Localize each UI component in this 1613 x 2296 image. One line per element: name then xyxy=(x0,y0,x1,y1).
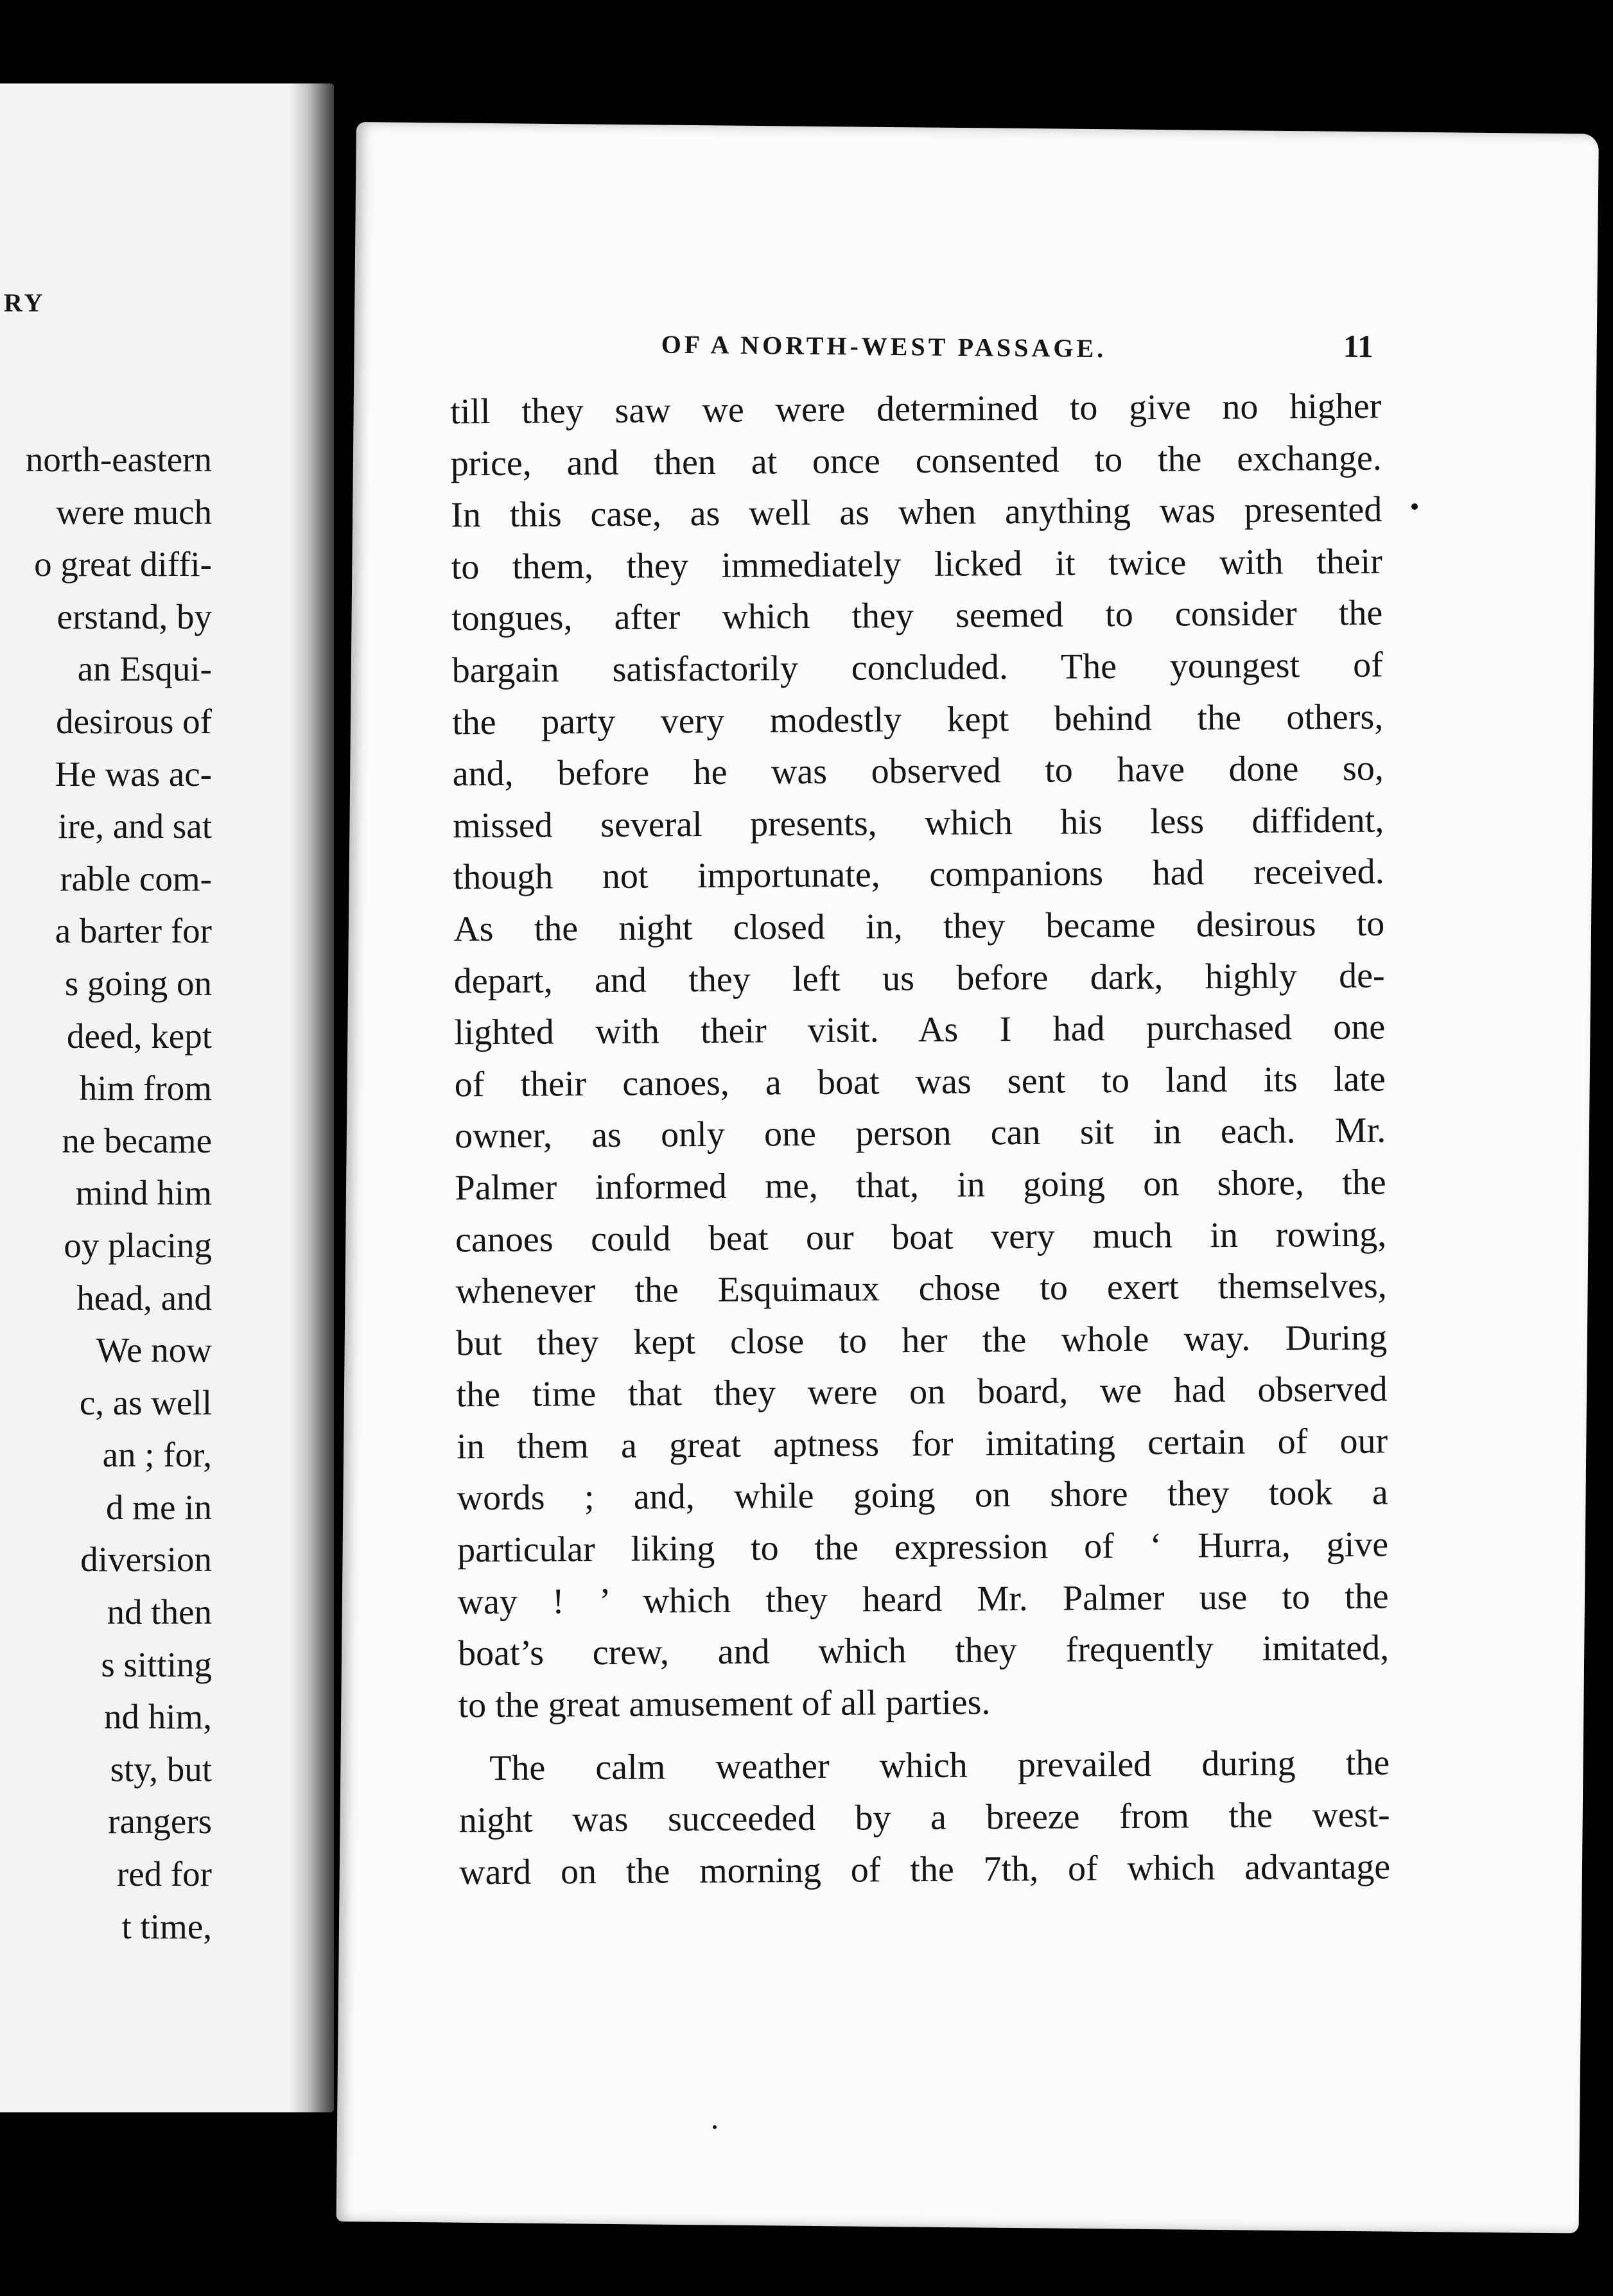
text-line: night was succeeded by a breeze from the west- xyxy=(458,1795,1390,1841)
text-line: bargain satisfactorily concluded. The youngest of xyxy=(451,645,1383,691)
left-line: We now xyxy=(96,1330,212,1370)
book-gutter-shadow xyxy=(289,83,334,2112)
text-line: Palmer informed me, that, in going on shore, the xyxy=(455,1162,1386,1208)
left-line: s going on xyxy=(64,963,212,1003)
text-line: the party very modestly kept behind the others, xyxy=(452,697,1384,742)
text-line: The calm weather which prevailed during the xyxy=(489,1743,1390,1789)
left-line: He was ac- xyxy=(55,754,212,794)
left-line: desirous of xyxy=(56,701,212,741)
text-line: particular liking to the expression of ‘ Hurra, give xyxy=(457,1524,1389,1570)
left-line: ne became xyxy=(62,1120,212,1160)
left-line: o great diffi- xyxy=(34,544,212,584)
text-line: words ; and, while going on shore they took a xyxy=(457,1473,1388,1518)
text-line: till they saw we were determined to give no higher xyxy=(450,386,1382,432)
left-line: c, as well xyxy=(79,1382,212,1422)
text-line: to the great amusement of all parties. xyxy=(458,1682,991,1726)
left-line: s sitting xyxy=(101,1644,212,1684)
text-line: whenever the Esquimaux chose to exert themselves, xyxy=(455,1265,1387,1312)
left-line: rangers xyxy=(108,1802,212,1841)
left-line: mind him xyxy=(75,1173,212,1213)
left-line: an Esqui- xyxy=(77,649,212,689)
left-line: diversion xyxy=(80,1540,212,1579)
left-line: an ; for, xyxy=(102,1435,212,1475)
ink-speck xyxy=(1411,503,1418,510)
text-line: ward on the morning of the 7th, of which advantage xyxy=(459,1847,1391,1893)
text-line: price, and then at once consented to the exchange. xyxy=(450,438,1382,484)
left-line: ire, and sat xyxy=(58,806,212,846)
left-line: rable com- xyxy=(60,858,212,898)
left-line: head, and xyxy=(76,1278,212,1318)
text-line: of their canoes, a boat was sent to land its late xyxy=(454,1059,1386,1105)
left-line: erstand, by xyxy=(57,596,212,636)
text-line: canoes could beat our boat very much in rowing, xyxy=(455,1214,1387,1260)
text-line: In this case, as well as when anything was presented xyxy=(451,489,1382,535)
text-line: though not importunate, companions had received. xyxy=(453,851,1384,898)
left-line: deed, kept xyxy=(66,1016,212,1056)
text-line: the time that they were on board, we had observed xyxy=(456,1369,1388,1415)
text-line: tongues, after which they seemed to consider the xyxy=(451,593,1383,639)
text-line: boat’s crew, and which they frequently imitated, xyxy=(457,1628,1390,1674)
left-line: were much xyxy=(56,492,212,532)
left-line: t time, xyxy=(121,1906,212,1946)
text-line: but they kept close to her the whole way. During xyxy=(455,1318,1388,1364)
text-line: owner, as only one person can sit in each. Mr. xyxy=(455,1110,1386,1156)
page-number: 11 xyxy=(1343,327,1374,365)
right-page xyxy=(336,122,1599,2233)
left-line: nd then xyxy=(107,1592,212,1632)
ink-speck xyxy=(713,2125,717,2129)
left-line: d me in xyxy=(106,1487,212,1527)
text-line: lighted with their visit. As I had purchased one xyxy=(454,1007,1386,1053)
text-line: depart, and they left us before dark, highly de- xyxy=(453,955,1385,1001)
left-line: oy placing xyxy=(64,1225,212,1265)
left-page-header: RY xyxy=(4,288,46,317)
left-line: red for xyxy=(116,1854,212,1894)
running-header: OF A NORTH-WEST PASSAGE. xyxy=(661,329,1107,363)
text-line: As the night closed in, they became desirous to xyxy=(453,903,1385,950)
text-line: and, before he was observed to have done so, xyxy=(452,748,1384,794)
left-line: north-eastern xyxy=(25,440,212,479)
left-line: nd him, xyxy=(103,1697,212,1737)
left-page-text xyxy=(0,433,212,1952)
left-page xyxy=(0,83,334,2112)
left-line: him from xyxy=(79,1068,212,1108)
text-line: missed several presents, which his less diffident, xyxy=(453,800,1384,846)
text-line: to them, they immediately licked it twice with their xyxy=(451,541,1382,587)
text-line: in them a great aptness for imitating certain of our xyxy=(456,1421,1388,1467)
body-text xyxy=(450,381,1390,1899)
left-line: a barter for xyxy=(55,911,212,951)
left-line: sty, but xyxy=(110,1749,212,1789)
text-line: way ! ’ which they heard Mr. Palmer use to the xyxy=(457,1576,1389,1622)
